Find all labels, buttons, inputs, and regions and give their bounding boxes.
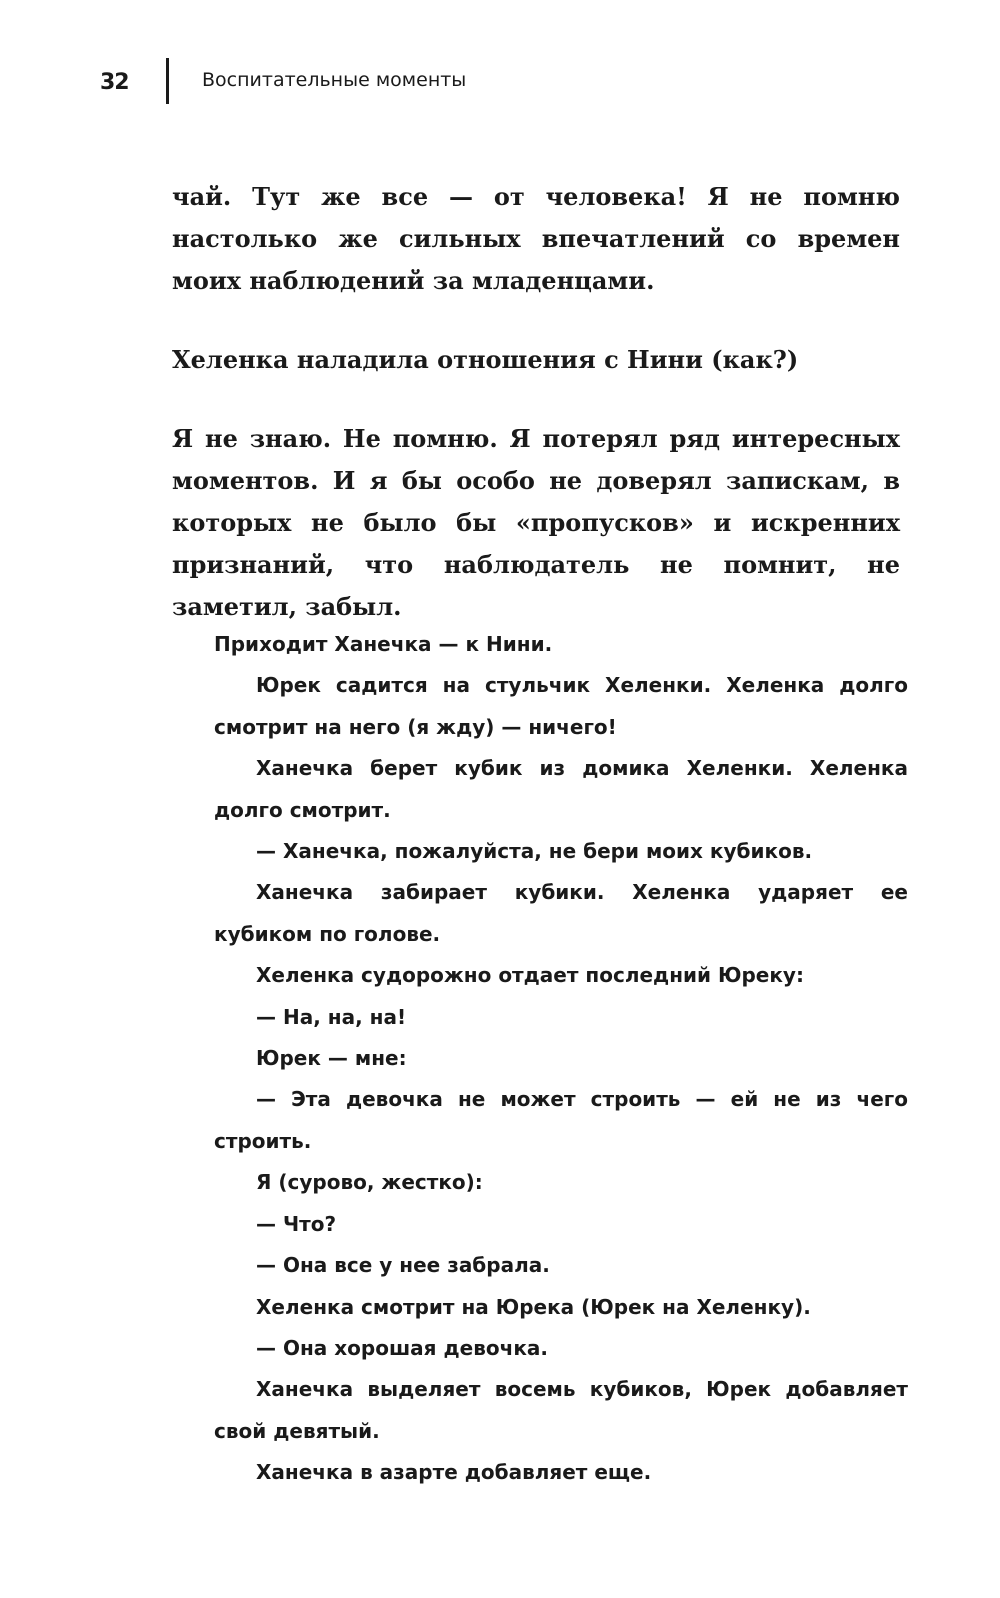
diary-line: Ханечка берет кубик из домика Хеленки. Хеленка долго смотрит. — [214, 756, 908, 822]
paragraph-heading: Хеленка наладила отношения с Нини (как?) — [172, 345, 799, 374]
header-divider — [166, 58, 169, 104]
section-title: Воспитательные моменты — [202, 69, 467, 91]
diary-line: Ханечка в азарте добавляет еще. — [256, 1460, 652, 1485]
page-number: 32 — [100, 70, 129, 95]
diary-line: — Что? — [256, 1211, 337, 1236]
diary-line: — Она хорошая девочка. — [256, 1335, 548, 1360]
diary-line: — Она все у нее забрала. — [256, 1253, 550, 1278]
diary-line: Приходит Ханечка — к Нини. — [214, 632, 553, 656]
diary-line: Ханечка забирает кубики. Хеленка ударяет ее кубиком по голове. — [214, 880, 908, 946]
diary-excerpt — [214, 624, 908, 1494]
diary-line: Юрек — мне: — [256, 1046, 407, 1071]
diary-line: Юрек садится на стульчик Хеленки. Хеленка долго смотрит на него (я жду) — ничего! — [214, 673, 908, 739]
diary-line: — Ханечка, пожалуйста, не бери моих кубиков. — [256, 839, 813, 864]
paragraph-continuation: чай. Тут же все — от человека! Я не помню настолько же сильных впечатлений со времен моих наблюдений за младенцами. — [172, 182, 900, 295]
paragraph: Я не знаю. Не помню. Я потерял ряд интересных моментов. И я бы особо не доверял запискам, в которых не было бы «пропусков» и искренних признаний, что наблюдатель не помнит, не заметил, забыл. — [172, 424, 900, 621]
diary-line: Я (сурово, жестко): — [256, 1170, 483, 1195]
diary-line: Хеленка судорожно отдает последний Юреку: — [256, 963, 804, 988]
diary-line: Ханечка выделяет восемь кубиков, Юрек добавляет свой девятый. — [214, 1377, 908, 1443]
diary-line: — Эта девочка не может строить — ей не из чего строить. — [214, 1087, 908, 1153]
diary-line: — На, на, на! — [256, 1004, 407, 1029]
diary-line: Хеленка смотрит на Юрека (Юрек на Хеленку). — [256, 1294, 811, 1319]
